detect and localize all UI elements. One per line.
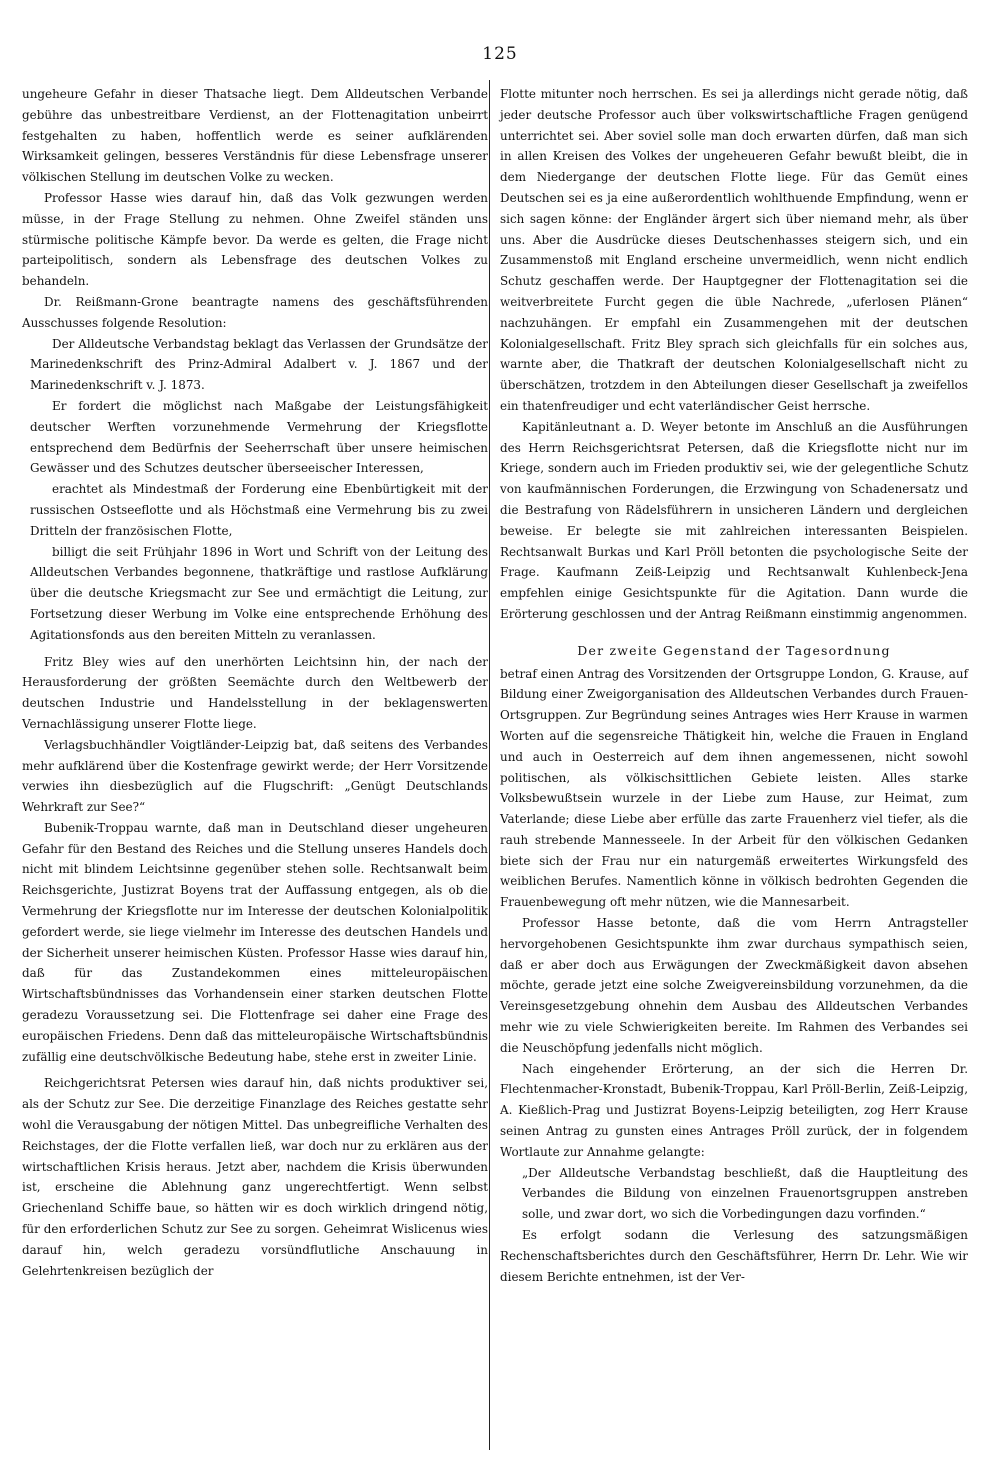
left-column: [22, 84, 488, 1281]
page-number: 125: [482, 44, 518, 64]
column-divider: [489, 80, 490, 1450]
paragraph: Professor Hasse betonte, daß die vom Herrn Antragsteller hervorgehobenen Gesichtspunkte ihm zwar durchaus sympathisch seien, daß er aber doch aus Erwägungen der Zweckmäßigkeit davon absehen möchte, gerade jetzt eine solche Zweigvereinsbildung vorzunehmen, da die Vereinsgesetzgebung ohnehin dem Ausbau des Alldeutschen Verbandes mehr wie zu viele Schwierigkeiten bereite. Im Rahmen des Verbandes sei die Neuschöpfung jedenfalls nicht möglich.: [500, 916, 968, 1055]
paragraph: Professor Hasse wies darauf hin, daß das Volk gezwungen werden müsse, in der Frage Stellung zu nehmen. Ohne Zweifel ständen uns stürmische politische Kämpfe bevor. Da werde es gelten, die Frage nicht parteipolitisch, sondern als Lebensfrage des deutschen Volkes zu behandeln.: [22, 190, 488, 289]
paragraph: Verlagsbuchhändler Voigtländer-Leipzig bat, daß seitens des Verbandes mehr aufklärend über die Kostenfrage gewirkt werde; der Herr Vorsitzende verwies ihn diesbezüglich auf die Flugschrift: „Genügt Deutschlands Wehrkraft zur See?“: [22, 737, 488, 815]
paragraph: Fritz Bley wies auf den unerhörten Leichtsinn hin, der nach der Herausforderung der größten Seemächte durch den Weltbewerb der deutschen Industrie und Handelsstellung in der beklagenswerten Vernachlässigung unserer Flotte liege.: [22, 654, 488, 731]
paragraph: betraf einen Antrag des Vorsitzenden der Ortsgruppe London, G. Krause, auf Bildung einer Zweigorganisation des Alldeutschen Verbandes durch Frauen-Ortsgruppen. Zur Begründung seines Antrages wies Herr Krause in warmen Worten auf die segensreiche Thätigkeit hin, welche die Frauen in England und auch in Oesterreich auf dem ihnen angemessenen, nicht sowohl politischen, als völkischsittlichen Gebiete leisten. Alles starke Volksbewußtsein wurzele in der Liebe zum Hause, zur Heimat, zum Vaterlande; diese Liebe aber erfülle das zarte Frauenherz viel tiefer, als die rauh strebende Mannesseele. In der Arbeit für den völkischen Gedanken biete sich der Frau nur ein naturgemäß erweitertes Wirkungsfeld des weiblichen Berufes. Namentlich könne in völkisch bedrohten Gegenden die Frauenbewegung oft mehr nützen, wie die Mannesarbeit.: [500, 666, 968, 910]
section-heading: Der zweite Gegenstand der Tagesordnung: [577, 642, 891, 658]
resolution-paragraph: billigt die seit Frühjahr 1896 in Wort und Schrift von der Leitung des Alldeutschen Verbandes begonnene, thatkräftige und rastlose Aufklärung über die deutsche Kriegsmacht zur See und ermächtigt die Leitung, zur Fortsetzung dieser Werbung im Volke eine entsprechende Erhöhung des Agitationsfonds aus den bereiten Mitteln zu veranlassen.: [30, 544, 488, 642]
resolution-paragraph: Er fordert die möglichst nach Maßgabe der Leistungsfähigkeit deutscher Werften vorzunehmende Vermehrung der Kriegsflotte entsprechend dem Bedürfnis der Seeherrschaft über unsere heimischen Gewässer und des Schutzes deutscher überseeischer Interessen,: [30, 398, 488, 476]
right-column: [500, 84, 968, 1287]
paragraph: Bubenik-Troppau warnte, daß man in Deutschland dieser ungeheuren Gefahr für den Bestand des Reiches und die Stellung unseres Handels doch nicht mit blindem Leichtsinne gegenüber stehen solle. Rechtsanwalt beim Reichsgerichte, Justizrat Boyens trat der Auffassung entgegen, als ob die Vermehrung der Kriegsflotte nur im Interesse der deutschen Kolonialpolitik gefordert werde, sie liege vielmehr im Interesse des deutschen Handels und der Sicherheit unserer heimischen Küsten. Professor Hasse wies darauf hin, daß für das Zustandekommen eines mitteleuropäischen Wirtschaftsbündnisses das Vorhandensein einer starken deutschen Flotte geradezu Voraussetzung sei. Die Flottenfrage sei daher eine Frage des europäischen Friedens. Denn daß das mitteleuropäische Wirtschaftsbündnis zufällig eine deutschvölkische Bedeutung habe, stehe erst in zweiter Linie.: [22, 820, 488, 1064]
paragraph: Kapitänleutnant a. D. Weyer betonte im Anschluß an die Ausführungen des Herrn Reichsgerichtsrat Petersen, daß die Kriegsflotte nicht nur im Kriege, sondern auch im Frieden produktiv sei, wie der gelegentliche Schutz von kaufmännischen Forderungen, die Erzwingung von Schadenersatz und die Bestrafung von Rädelsführern in unsicheren Ländern und dergleichen beweise. Er belegte sie mit zahlreichen interessanten Beispielen. Rechtsanwalt Burkas und Karl Pröll betonten die psychologische Seite der Frage. Kaufmann Zeiß-Leipzig und Rechtsanwalt Kuhlenbeck-Jena empfehlen einige Gesichtspunkte für die Agitation. Dann wurde die Erörterung geschlossen und der Antrag Reißmann einstimmig angenommen.: [500, 419, 968, 621]
paragraph: Dr. Reißmann-Grone beantragte namens des geschäftsführenden Ausschusses folgende Resolution:: [22, 294, 488, 330]
paragraph: Flotte mitunter noch herrschen. Es sei ja allerdings nicht gerade nötig, daß jeder deutsche Professor auch über volkswirtschaftliche Fragen genügend unterrichtet sei. Aber soviel solle man doch erwarten dürfen, daß man sich in allen Kreisen des Volkes der ungeheueren Gefahr bewußt bleibt, die in dem Niedergange der deutschen Flotte liege. Für das Gemüt eines Deutschen sei es ja eine außerordentlich wohlthuende Empfindung, wenn er sich sagen könne: der Engländer ärgert sich über niemand mehr, als über uns. Aber die Ausdrücke dieses Deutschenhasses steigern sich, und ein Zusammenstoß mit England erscheine unvermeidlich, wenn nicht endlich Schutz geschaffen werde. Der Hauptgegner der Flottenagitation sei die weitverbreitete Furcht gegen die üble Nachrede, „uferlosen Plänen“ nachzuhängen. Er empfahl ein Zusammengehen mit der deutschen Kolonialgesellschaft. Fritz Bley sprach sich gleichfalls für ein solches aus, warnte aber, die Thatkraft der deutschen Kolonialgesellschaft nicht zu überschätzen, trotzdem in den Abteilungen dieser Gesellschaft ja zweifellos ein thatenfreudiger und echt vaterländischer Geist herrsche.: [500, 87, 968, 413]
quoted-resolution: „Der Alldeutsche Verbandstag beschließt, daß die Hauptleitung des Verbandes die Bildung von einzelnen Frauenortsgruppen anstreben solle, und zwar dort, wo sich die Vorbedingungen dazu vorfinden.“: [522, 1165, 968, 1222]
paragraph: Es erfolgt sodann die Verlesung des satzungsmäßigen Rechenschaftsberichtes durch den Geschäftsführer, Herrn Dr. Lehr. Wie wir diesem Berichte entnehmen, ist der Ver-: [500, 1228, 968, 1284]
paragraph: Nach eingehender Erörterung, an der sich die Herren Dr. Flechtenmacher-Kronstadt, Bubenik-Troppau, Karl Pröll-Berlin, Zeiß-Leipzig, A. Kießlich-Prag und Justizrat Boyens-Leipzig beteiligten, zog Herr Krause seinen Antrag zu gunsten eines Antrages Pröll zurück, der in folgendem Wortlaute zur Annahme gelangte:: [500, 1061, 968, 1159]
paragraph: Reichgerichtsrat Petersen wies darauf hin, daß nichts produktiver sei, als der Schutz zur See. Die derzeitige Finanzlage des Reiches gestatte sehr wohl die Verausgabung der nötigen Mittel. Das unbegreifliche Verhalten des Reichstages, der die Flotte verfallen ließ, war doch nur zu erklären aus der wirtschaftlichen Krisis heraus. Jetzt aber, nachdem die Krisis überwunden ist, erscheine die Ablehnung ganz ungerechtfertigt. Wenn selbst Griechenland Schiffe baue, so hätten wir es doch wirklich dringend nötig, für den erforderlichen Schutz zur See zu sorgen. Geheimrat Wislicenus wies darauf hin, welch geradezu vorsündflutliche Anschauung in Gelehrtenkreisen bezüglich der: [22, 1076, 488, 1278]
resolution-paragraph: erachtet als Mindestmaß der Forderung eine Ebenbürtigkeit mit der russischen Ostseeflotte und als Höchstmaß eine Vermehrung bis zu zwei Dritteln der französischen Flotte,: [30, 482, 488, 538]
resolution-paragraph: Der Alldeutsche Verbandstag beklagt das Verlassen der Grundsätze der Marinedenkschrift des Prinz-Admiral Adalbert v. J. 1867 und der Marinedenkschrift v. J. 1873.: [30, 336, 488, 393]
paragraph: ungeheure Gefahr in dieser Thatsache liegt. Dem Alldeutschen Verbande gebühre das unbestreitbare Verdienst, an der Flottenagitation unbeirrt festgehalten zu haben, hoffentlich werde es seiner aufklärenden Wirksamkeit gelingen, besseres Verständnis für diese Lebensfrage unserer völkischen Stellung im deutschen Volke zu wecken.: [22, 87, 488, 185]
